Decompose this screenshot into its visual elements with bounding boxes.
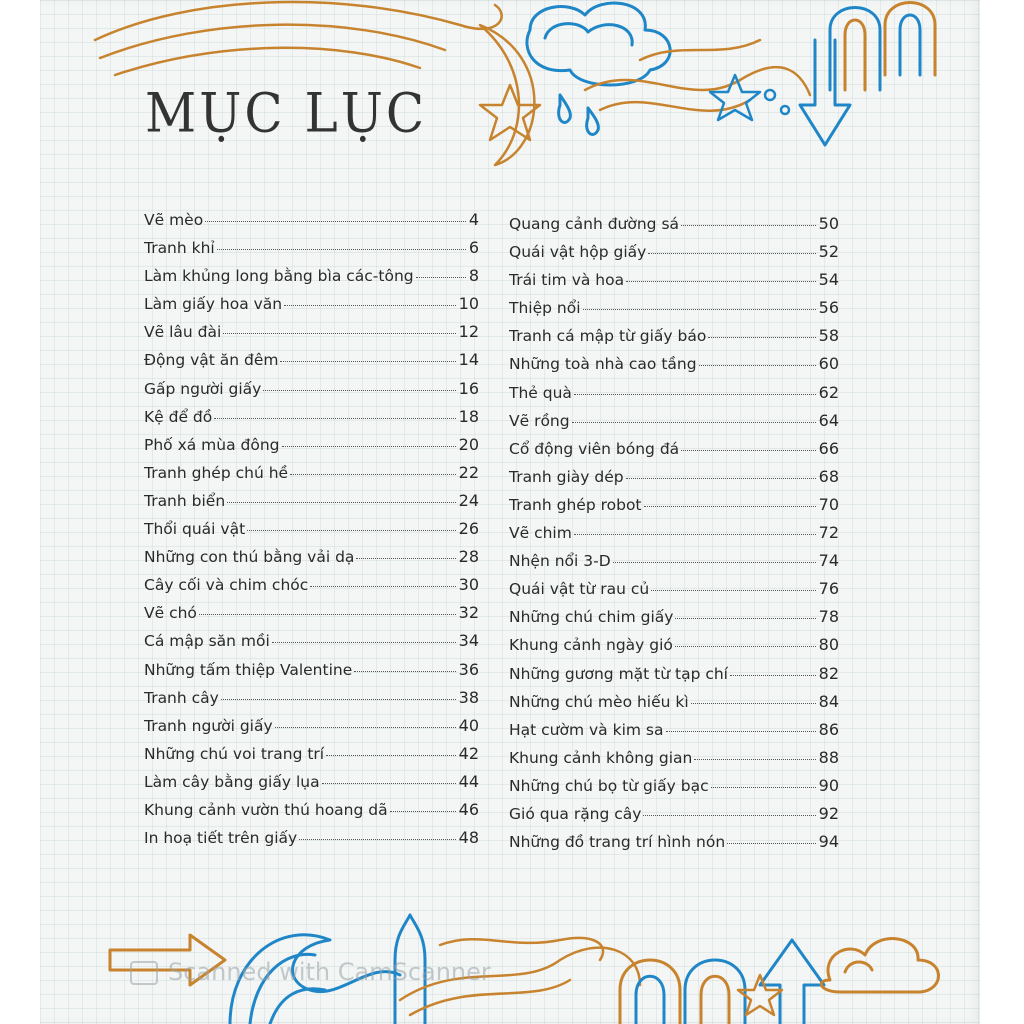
toc-entry-title: Những con thú bằng vải dạ xyxy=(144,548,355,567)
toc-entry-title: Làm giấy hoa văn xyxy=(144,295,283,314)
toc-entry-title: Động vật ăn đêm xyxy=(144,351,279,370)
toc-leader-dots xyxy=(651,590,815,591)
toc-entry xyxy=(144,603,479,631)
toc-page-number: 70 xyxy=(818,494,839,514)
toc-page-number: 72 xyxy=(818,523,839,543)
toc-page-number: 68 xyxy=(818,466,839,486)
toc-leader-dots xyxy=(416,277,466,278)
toc-entry-title: Những chú chim giấy xyxy=(509,608,674,627)
toc-entry xyxy=(509,495,839,523)
toc-page-number: 78 xyxy=(818,607,839,627)
toc-entry-title: Những gương mặt từ tạp chí xyxy=(509,664,728,683)
toc-entry xyxy=(509,326,839,354)
toc-entry xyxy=(509,748,839,776)
toc-entry-title: Khung cảnh vườn thú hoang dã xyxy=(144,800,388,819)
toc-entry-title: Tranh người giấy xyxy=(144,716,273,735)
toc-entry-title: Quang cảnh đường sá xyxy=(509,215,680,233)
toc-leader-dots xyxy=(675,618,815,619)
toc-entry xyxy=(144,772,479,800)
toc-entry xyxy=(509,214,839,242)
toc-page-number: 80 xyxy=(818,635,839,655)
toc-page-number: 40 xyxy=(458,715,479,735)
toc-entry xyxy=(509,523,839,551)
toc-page-number: 60 xyxy=(818,354,839,374)
drop-doodles xyxy=(559,95,599,134)
toc-leader-dots xyxy=(681,225,816,226)
toc-entry xyxy=(509,720,839,748)
top-swirl-doodle xyxy=(95,2,502,75)
toc-page-number: 62 xyxy=(818,382,839,402)
toc-leader-dots xyxy=(280,361,455,362)
toc-entry xyxy=(144,491,479,519)
bottom-cloud-doodle xyxy=(821,939,938,992)
toc-entry-title: Vẽ chó xyxy=(144,604,197,623)
toc-entry-title: Kệ để đồ xyxy=(144,407,213,426)
toc-entry xyxy=(509,439,839,467)
toc-page-number: 76 xyxy=(818,579,839,599)
toc-entry xyxy=(509,804,839,832)
toc-entry xyxy=(509,635,839,663)
toc-page-number: 88 xyxy=(818,747,839,767)
toc-entry-title: Gấp người giấy xyxy=(144,379,262,398)
toc-page-number: 74 xyxy=(818,551,839,571)
toc-entry xyxy=(509,383,839,411)
toc-entry xyxy=(509,664,839,692)
toc-leader-dots xyxy=(282,446,456,447)
toc-page-number: 22 xyxy=(458,462,479,482)
toc-entry-title: Những chú bọ từ giấy bạc xyxy=(509,776,709,795)
toc-column-left xyxy=(144,210,479,856)
toc-leader-dots xyxy=(583,309,816,310)
toc-leader-dots xyxy=(648,253,815,254)
toc-leader-dots xyxy=(247,530,455,531)
toc-entry xyxy=(144,631,479,659)
toc-entry xyxy=(144,688,479,716)
toc-page-number: 26 xyxy=(458,519,479,539)
toc-entry-title: Vẽ mèo xyxy=(144,211,204,229)
arrow-up-doodle xyxy=(760,940,824,1024)
toc-leader-dots xyxy=(711,787,816,788)
toc-entry xyxy=(144,828,479,856)
toc-page-number: 42 xyxy=(458,743,479,763)
toc-entry-title: Tranh cá mập từ giấy báo xyxy=(509,327,707,346)
toc-entry-title: Làm khủng long bằng bìa các-tông xyxy=(144,267,414,286)
toc-leader-dots xyxy=(574,534,816,535)
toc-entry xyxy=(509,411,839,439)
toc-leader-dots xyxy=(205,221,466,222)
toc-page-number: 84 xyxy=(818,691,839,711)
bottom-arches-doodle xyxy=(620,960,745,1024)
toc-entry-title: Tranh cây xyxy=(144,688,219,707)
toc-page-number: 20 xyxy=(458,434,479,454)
toc-entry-title: Khung cảnh không gian xyxy=(509,748,693,767)
toc-page-number: 18 xyxy=(458,406,479,426)
toc-page-number: 10 xyxy=(458,294,479,314)
toc-leader-dots xyxy=(644,506,816,507)
toc-entry xyxy=(144,322,479,350)
toc-entry-title: Tranh giày dép xyxy=(509,467,624,486)
toc-page-number: 8 xyxy=(468,266,479,286)
toc-page-number: 46 xyxy=(458,799,479,819)
toc-entry xyxy=(144,744,479,772)
watermark-text: Scanned with CamScanner xyxy=(168,958,491,986)
toc-entry xyxy=(509,607,839,635)
page-title: MỤC LỤC xyxy=(145,82,428,145)
toc-leader-dots xyxy=(390,811,456,812)
toc-leader-dots xyxy=(310,586,455,587)
toc-leader-dots xyxy=(691,703,816,704)
toc-leader-dots xyxy=(727,843,816,844)
toc-entry-title: Thổi quái vật xyxy=(144,520,246,539)
toc-leader-dots xyxy=(214,418,455,419)
toc-entry xyxy=(144,575,479,603)
toc-entry xyxy=(144,547,479,575)
toc-leader-dots xyxy=(354,671,455,672)
toc-page-number: 32 xyxy=(458,603,479,623)
toc-page-number: 64 xyxy=(818,410,839,430)
toc-leader-dots xyxy=(322,783,456,784)
toc-entry xyxy=(509,270,839,298)
toc-leader-dots xyxy=(356,558,455,559)
toc-leader-dots xyxy=(675,646,816,647)
toc-page-number: 52 xyxy=(818,242,839,262)
arches-doodle xyxy=(830,3,935,91)
scanner-icon xyxy=(130,961,158,985)
toc-leader-dots xyxy=(223,333,455,334)
wave-doodle xyxy=(585,40,810,111)
toc-entry xyxy=(144,435,479,463)
toc-leader-dots xyxy=(275,727,456,728)
toc-page-number: 12 xyxy=(458,322,479,342)
toc-leader-dots xyxy=(263,390,455,391)
toc-entry xyxy=(509,354,839,382)
toc-page-number: 58 xyxy=(818,326,839,346)
toc-entry xyxy=(144,800,479,828)
toc-entry-title: Vẽ rồng xyxy=(509,411,570,430)
toc-leader-dots xyxy=(290,474,456,475)
watermark xyxy=(130,958,491,986)
moon-doodle xyxy=(480,25,534,165)
toc-leader-dots xyxy=(284,305,456,306)
toc-entry-title: Làm cây bằng giấy lụa xyxy=(144,772,320,791)
toc-page-number: 38 xyxy=(458,687,479,707)
toc-entry xyxy=(509,242,839,270)
blue-star-doodle xyxy=(710,75,789,120)
toc-leader-dots xyxy=(699,365,816,366)
toc-entry-title: Những tấm thiệp Valentine xyxy=(144,660,353,679)
toc-page-number: 44 xyxy=(458,771,479,791)
toc-page-number: 48 xyxy=(458,828,479,848)
toc-entry-title: Hạt cườm và kim sa xyxy=(509,720,664,739)
star-doodle xyxy=(480,85,540,140)
toc-leader-dots xyxy=(626,478,816,479)
toc-leader-dots xyxy=(666,731,816,732)
toc-entry xyxy=(509,692,839,720)
toc-page-number: 24 xyxy=(458,490,479,510)
toc-page-number: 36 xyxy=(458,659,479,679)
toc-page-number: 56 xyxy=(818,298,839,318)
toc-leader-dots xyxy=(730,675,816,676)
toc-entry xyxy=(509,776,839,804)
toc-leader-dots xyxy=(272,642,456,643)
toc-leader-dots xyxy=(694,759,815,760)
toc-entry-title: Tranh ghép chú hề xyxy=(144,463,289,482)
toc-entry xyxy=(144,210,479,238)
toc-entry xyxy=(509,298,839,326)
toc-entry xyxy=(144,379,479,407)
toc-page-number: 30 xyxy=(458,575,479,595)
toc-entry-title: Cổ động viên bóng đá xyxy=(509,439,680,458)
toc-leader-dots xyxy=(299,839,455,840)
cloud-doodle xyxy=(527,3,670,85)
toc-page-number: 4 xyxy=(468,210,479,229)
toc-entry-title: Gió qua rặng cây xyxy=(509,804,642,823)
toc-entry-title: Những chú voi trang trí xyxy=(144,744,325,763)
toc-entry xyxy=(144,660,479,688)
toc-page-number: 50 xyxy=(818,214,839,233)
toc-page-number: 66 xyxy=(818,438,839,458)
toc-leader-dots xyxy=(574,394,816,395)
arrow-down-doodle xyxy=(800,40,850,145)
toc-leader-dots xyxy=(217,249,466,250)
toc-entry-title: Những toà nhà cao tầng xyxy=(509,355,697,374)
toc-column-right xyxy=(509,214,839,860)
toc-entry-title: Vẽ chim xyxy=(509,524,572,543)
toc-leader-dots xyxy=(626,281,816,282)
toc-entry-title: Quái vật từ rau củ xyxy=(509,580,650,599)
toc-entry xyxy=(144,463,479,491)
book-page xyxy=(40,0,980,1024)
toc-page-number: 92 xyxy=(818,803,839,823)
bottom-squiggle-doodle xyxy=(440,938,603,960)
toc-page-number: 16 xyxy=(458,378,479,398)
toc-entry xyxy=(144,350,479,378)
toc-page-number: 14 xyxy=(458,350,479,370)
toc-entry xyxy=(509,467,839,495)
toc-entry-title: Quái vật hộp giấy xyxy=(509,243,647,262)
toc-entry-title: Những đồ trang trí hình nón xyxy=(509,833,726,852)
toc-entry xyxy=(144,716,479,744)
toc-entry-title: Cá mập săn mồi xyxy=(144,632,270,651)
toc-page-number: 6 xyxy=(468,238,479,258)
toc-entry xyxy=(144,519,479,547)
toc-entry-title: Thiệp nổi xyxy=(509,299,581,318)
toc-page-number: 90 xyxy=(818,775,839,795)
toc-leader-dots xyxy=(199,614,456,615)
toc-page-number: 94 xyxy=(818,832,839,852)
toc-entry xyxy=(144,294,479,322)
toc-entry-title: Khung cảnh ngày gió xyxy=(509,636,673,655)
toc-entry-title: Cây cối và chim chóc xyxy=(144,576,309,595)
toc-entry-title: Trái tim và hoa xyxy=(509,271,625,290)
toc-entry-title: Phố xá mùa đông xyxy=(144,435,280,454)
toc-entry xyxy=(144,238,479,266)
toc-leader-dots xyxy=(643,815,815,816)
toc-entry-title: Nhện nổi 3-D xyxy=(509,552,611,571)
toc-entry xyxy=(144,266,479,294)
toc-page-number: 28 xyxy=(458,547,479,567)
toc-entry-title: Tranh khỉ xyxy=(144,239,215,258)
toc-entry xyxy=(509,579,839,607)
toc-leader-dots xyxy=(708,337,815,338)
toc-entry-title: Những chú mèo hiếu kì xyxy=(509,692,689,711)
toc-page-number: 54 xyxy=(818,270,839,290)
toc-leader-dots xyxy=(227,502,456,503)
toc-leader-dots xyxy=(572,422,816,423)
toc-entry-title: Tranh biển xyxy=(144,491,226,510)
toc-entry xyxy=(509,832,839,860)
toc-leader-dots xyxy=(613,562,816,563)
toc-leader-dots xyxy=(221,699,456,700)
toc-page-number: 82 xyxy=(818,663,839,683)
toc-entry-title: Vẽ lâu đài xyxy=(144,323,222,342)
toc-entry-title: Thẻ quà xyxy=(509,383,572,402)
toc-entry xyxy=(144,407,479,435)
toc-leader-dots xyxy=(326,755,456,756)
toc-leader-dots xyxy=(681,450,815,451)
bottom-star-doodle xyxy=(738,975,782,1015)
toc-entry xyxy=(509,551,839,579)
toc-entry-title: Tranh ghép robot xyxy=(509,495,642,514)
toc-page-number: 34 xyxy=(458,631,479,651)
toc-entry-title: In hoạ tiết trên giấy xyxy=(144,829,298,848)
toc-page-number: 86 xyxy=(818,719,839,739)
